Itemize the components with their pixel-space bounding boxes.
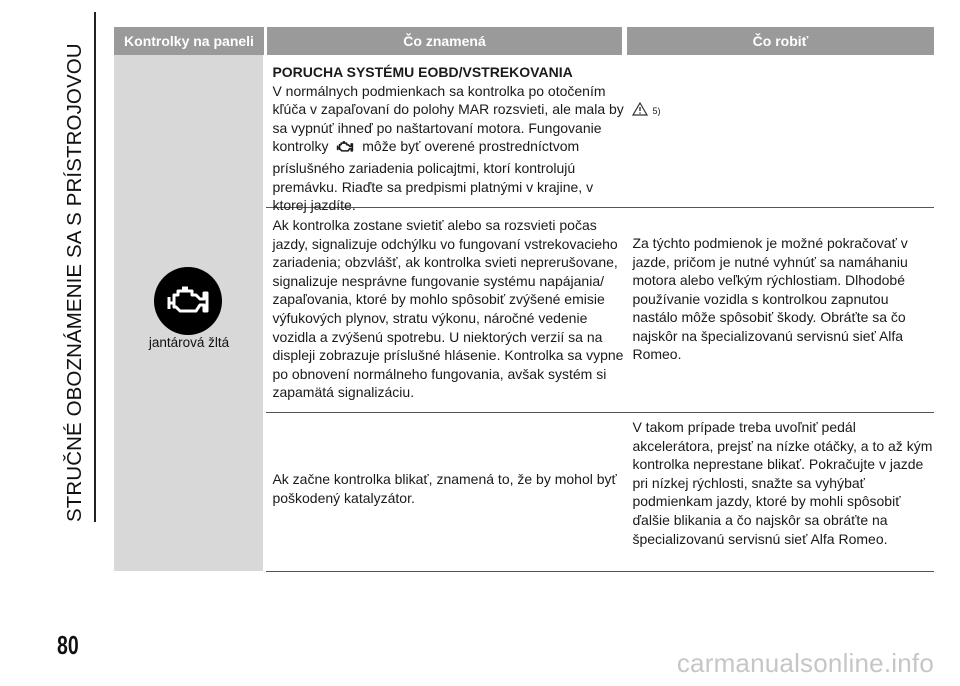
warning-reference: [632, 35, 933, 187]
meaning-cell: [266, 55, 624, 214]
warning-lights-table: [114, 27, 934, 572]
lamp-cell: [114, 55, 263, 571]
row-heading: PORUCHA SYSTÉMU EOBD/VSTREKOVANIA: [272, 64, 573, 80]
meaning-text-after: môže byť overené prostredníctvom príslušného zariadenia policajtmi, ktorí kontrolujú premávku. Riaďte sa predpismi platnými v krajine, v ktorej jazdíte.: [272, 138, 594, 214]
meaning-text-before: V normálnych podmienkach sa kontrolka po otočením kľúča v zapaľovaní do polohy MAR rozsvieti, ale mala by sa vypnúť ihneď po naštartovaní motora. Fungovanie kontrolky: [272, 82, 624, 155]
header-meaning: Čo znamená: [267, 27, 622, 55]
action-cell: [624, 55, 933, 207]
page-number: 80: [57, 630, 79, 660]
check-engine-icon: [334, 140, 356, 159]
warning-triangle-icon: [632, 102, 648, 121]
meaning-cell: [266, 413, 624, 571]
meaning-text: Ak začne kontrolka blikať, znamená to, že by mohol byť poškodený katalyzátor.: [272, 471, 617, 506]
header-lights: Kontrolky na paneli: [114, 27, 264, 55]
meaning-text: Ak kontrolka zostane svietiť alebo sa rozsvieti počas jazdy, signalizuje odchýlku vo fungovaní vstrekovacieho zariadenia; obzvlášť, ak kontrolka svieti neprerušovane, signalizuje nesprávne fungovanie systému napájania/ zapaľovania, ktoré by mohlo spôsobiť zvýšené emisie výfukových plynov, stratu výkonu, náročné vedenie vozidla a zvýšenú spotrebu. U niektorých verzií sa na displeji zobrazuje príslušné hlásenie. Kontrolka sa vypne po obnovení normálneho fungovania, avšak systém si zapamätá signalizáciu.: [272, 217, 624, 401]
table-row: [266, 55, 934, 214]
table-row: [266, 413, 934, 572]
warning-ref-number: 5): [652, 105, 661, 116]
action-cell: [624, 413, 933, 571]
action-text: V takom prípade treba uvoľniť pedál akcelerátora, prejsť na nízke otáčky, a to až kým kontrolka neprestane blikať. Pokračujte v jazde pri nízkej rýchlosti, snažte sa vyhýbať podmienkam jazdy, ktoré by mohli spôsobiť ďalšie blikania a čo najskôr sa obráťte na špecializovanú servisnú sieť Alfa Romeo.: [632, 419, 933, 547]
table-row: [266, 208, 934, 413]
action-cell: [624, 208, 933, 412]
chapter-sidebar: STRUČNÉ OBOZNÁMENIE SA S PRÍSTROJOVOU: [58, 12, 96, 522]
action-text: Za týchto podmienok je možné pokračovať v jazde, pričom je nutné vyhnúť sa namáhaniu motora alebo veľkým rýchlostiam. Dlhodobé používanie vozidla s kontrolkou zapnutou nastálo môže spôsobiť škody. Obráťte sa čo najskôr na špecializovanú servisnú sieť Alfa Romeo.: [632, 234, 908, 363]
check-engine-icon: [154, 267, 222, 335]
table-body: [114, 55, 934, 572]
meaning-cell: [266, 208, 624, 412]
table-rows: [266, 55, 934, 572]
lamp-color-label: jantárová žltá: [148, 335, 230, 350]
watermark: carmanualsonline.info: [676, 648, 934, 678]
header-action: Čo robiť: [627, 27, 934, 55]
